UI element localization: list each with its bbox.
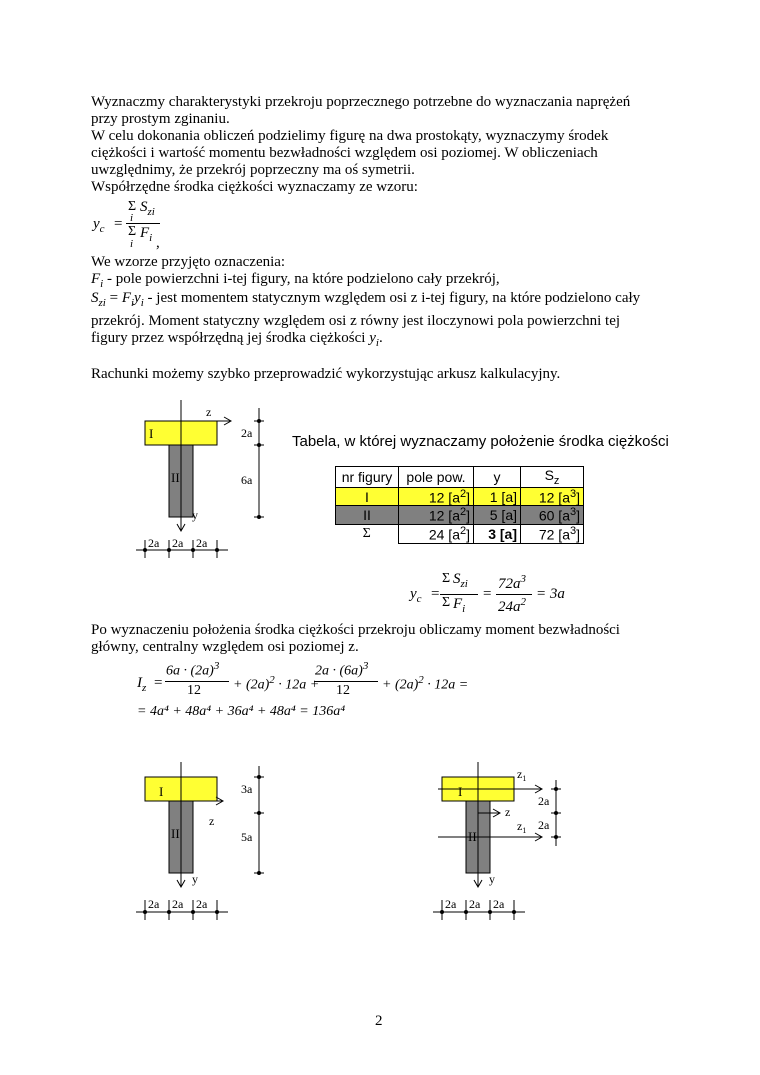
- iz-term1-den: 12: [187, 683, 201, 698]
- d1-dim-dot: [143, 548, 147, 552]
- table-cell: Σ: [362, 526, 371, 542]
- d3-dim-dot: [488, 910, 492, 914]
- yc-symbol-2: $y_c$: [410, 586, 422, 605]
- iz-equals: =: [154, 675, 163, 691]
- d2-label-z: z: [209, 814, 215, 828]
- diagram-3: [425, 762, 575, 922]
- d1-dim-top: 2a: [241, 426, 253, 440]
- d3-dim-dot: [554, 787, 558, 791]
- paragraph-moment-line1: Po wyznaczeniu położenia środka ciężkości przekroju obliczamy moment bezwładności: [91, 622, 620, 638]
- centroid-formula: [93, 199, 183, 255]
- paragraph-szi-definition: $S_{zi} = F_iy_i$ - jest momentem statycznym względem osi z i-tej figury, na które podzielono cały: [91, 290, 641, 309]
- yc-equals: =: [114, 216, 123, 232]
- table-cell: 3 [a]: [474, 525, 521, 544]
- result-numerator: $72a^3$: [498, 573, 526, 592]
- table-header-row: [336, 467, 584, 488]
- d1-label-y: y: [192, 508, 198, 522]
- d1-width-2: 2a: [172, 536, 184, 550]
- sum-top-2: Σ: [442, 571, 451, 586]
- iz-symbol: $I_z$: [137, 675, 147, 694]
- iz-term4: + $(2a)^2 \cdot 12a$ =: [382, 674, 469, 693]
- yc-symbol: $y_c$: [93, 216, 105, 235]
- d3-dim-dot: [554, 835, 558, 839]
- fi-bottom-2: $F_i$: [453, 596, 466, 615]
- d3-label-z1-top: $z_1$: [517, 767, 527, 783]
- d3-width-1: 2a: [445, 897, 457, 911]
- paragraph-method-line2: ciężkości i wartość momentu bezwładności względem osi poziomej. W obliczeniach: [91, 145, 598, 161]
- d2-width-3: 2a: [196, 897, 208, 911]
- table-cell: 5 [a]: [474, 506, 521, 525]
- d2-dim-top: 3a: [241, 782, 253, 796]
- sum-bottom-2: Σ: [442, 595, 451, 610]
- d1-label-fig2: II: [171, 470, 180, 485]
- d3-width-2: 2a: [469, 897, 481, 911]
- d3-label-z1-bottom: $z_1$: [517, 819, 527, 835]
- paragraph-szi-line2: przekrój. Moment statyczny względem osi z równy jest iloczynowi pola powierzchni tej: [91, 313, 621, 329]
- result-denominator: $24a^2$: [498, 596, 526, 615]
- table-cell: 1 [a]: [474, 487, 521, 506]
- table-cell: 24 $[a^2]$: [399, 525, 474, 544]
- result-value: = 3a: [536, 586, 565, 602]
- d3-dim-dot: [440, 910, 444, 914]
- table-caption: Tabela, w której wyznaczamy położenie środka ciężkości: [292, 433, 669, 450]
- d3-dim-top: 2a: [538, 794, 550, 808]
- d2-dim-dot: [257, 871, 261, 875]
- sum-bottom: Σ: [128, 224, 137, 239]
- d1-width-1: 2a: [148, 536, 160, 550]
- d3-dim-dot: [464, 910, 468, 914]
- d2-dim-dot: [167, 910, 171, 914]
- paragraph-moment-line2: główny, centralny względem osi poziomej z.: [91, 639, 359, 655]
- d3-label-fig2: II: [468, 829, 477, 844]
- d3-label-y: y: [489, 872, 495, 886]
- iz-term3-den: 12: [336, 683, 350, 698]
- iz-term3-num: $2a \cdot (6a)^3$: [315, 660, 369, 679]
- d1-dim-dot: [257, 419, 261, 423]
- d2-dim-dot: [215, 910, 219, 914]
- paragraph-notation: We wzorze przyjęto oznaczenia:: [91, 254, 286, 270]
- fi-bottom: $F_i$: [140, 225, 153, 244]
- iz-fraction-bar-2: [314, 681, 378, 682]
- d3-dim-dot: [512, 910, 516, 914]
- table-row-sum: [336, 525, 584, 544]
- d3-label-z: z: [505, 805, 511, 819]
- diagram-2: [128, 762, 278, 922]
- paragraph-spreadsheet: Rachunki możemy szybko przeprowadzić wykorzystując arkusz kalkulacyjny.: [91, 366, 561, 382]
- d2-dim-dot: [143, 910, 147, 914]
- d1-dim-dot: [167, 548, 171, 552]
- d1-label-z: z: [206, 405, 212, 419]
- iz-result-line: = 4a⁴ + 48a⁴ + 36a⁴ + 48a⁴ = 136a⁴: [137, 704, 346, 719]
- d2-dim-dot: [191, 910, 195, 914]
- d2-label-fig2: II: [171, 826, 180, 841]
- d2-dim-dot: [257, 775, 261, 779]
- d3-label-fig1: I: [458, 784, 463, 799]
- table-cell: II: [336, 506, 399, 525]
- table-cell: 12 $[a^3]$: [521, 487, 584, 506]
- iz-term2: + $(2a)^2 \cdot 12a$ +: [233, 674, 320, 693]
- moment-formula: [137, 659, 517, 727]
- table-header-cell: $S_z$: [521, 467, 584, 488]
- d1-dim-dot: [215, 548, 219, 552]
- table-cell: 60 $[a^3]$: [521, 506, 584, 525]
- equals-2: =: [483, 586, 492, 602]
- formula-comma: ,: [156, 235, 160, 251]
- d3-dim-bottom: 2a: [538, 818, 550, 832]
- paragraph-intro-line1: Wyznaczmy charakterystyki przekroju poprzecznego potrzebne do wyznaczania naprężeń: [91, 94, 631, 110]
- centroid-table: [335, 466, 584, 544]
- d2-width-2: 2a: [172, 897, 184, 911]
- sum-top: Σ: [128, 199, 137, 214]
- paragraph-szi-line3: figury przez współrzędną jej środka ciężkości $y_i$.: [91, 330, 383, 349]
- table-header-cell: pole pow.: [399, 467, 474, 488]
- d3-width-3: 2a: [493, 897, 505, 911]
- d1-dim-dot: [257, 443, 261, 447]
- iz-fraction-bar-1: [165, 681, 229, 682]
- index-top: i: [130, 212, 134, 224]
- d2-label-fig1: I: [159, 784, 164, 799]
- d2-width-1: 2a: [148, 897, 160, 911]
- d2-label-y: y: [192, 872, 198, 886]
- equals-1: =: [431, 586, 440, 602]
- table-cell: 12 $[a^2]$: [399, 487, 474, 506]
- d2-dim-dot: [257, 811, 261, 815]
- d2-dim-bottom: 5a: [241, 830, 253, 844]
- d1-label-fig1: I: [149, 426, 154, 441]
- d3-dim-dot: [554, 811, 558, 815]
- table-header-cell: y: [474, 467, 521, 488]
- table-header-cell: nr figury: [336, 467, 399, 488]
- paragraph-formula-intro: Współrzędne środka ciężkości wyznaczamy ze wzoru:: [91, 179, 418, 195]
- paragraph-method-line3: uwzględnimy, że przekrój poprzeczny ma oś symetrii.: [91, 162, 415, 178]
- iz-term1-num: $6a \cdot (2a)^3$: [166, 660, 220, 679]
- table-cell: I: [336, 487, 399, 506]
- d1-dim-dot: [257, 515, 261, 519]
- table-cell: 72 $[a^3]$: [521, 525, 584, 544]
- d1-width-3: 2a: [196, 536, 208, 550]
- table-row: [336, 506, 584, 525]
- szi-top: $S_{zi}$: [140, 199, 155, 218]
- szi-top-2: $S_{zi}$: [453, 571, 468, 590]
- fraction-bar-3: [496, 594, 532, 595]
- centroid-result-formula: [410, 571, 590, 623]
- paragraph-fi-definition: $F_i$ - pole powierzchni i-tej figury, na które podzielono cały przekrój,: [91, 271, 500, 290]
- d1-dim-dot: [191, 548, 195, 552]
- paragraph-method-line1: W celu dokonania obliczeń podzielimy figurę na dwa prostokąty, wyznaczymy środek: [91, 128, 609, 144]
- paragraph-intro-line2: przy prostym zginaniu.: [91, 111, 230, 127]
- table-cell: 12 $[a^2]$: [399, 506, 474, 525]
- d1-dim-bottom: 6a: [241, 473, 253, 487]
- index-bottom: i: [130, 238, 134, 250]
- page-number: 2: [375, 1013, 383, 1029]
- table-row: [336, 487, 584, 506]
- diagram-1: [128, 400, 278, 560]
